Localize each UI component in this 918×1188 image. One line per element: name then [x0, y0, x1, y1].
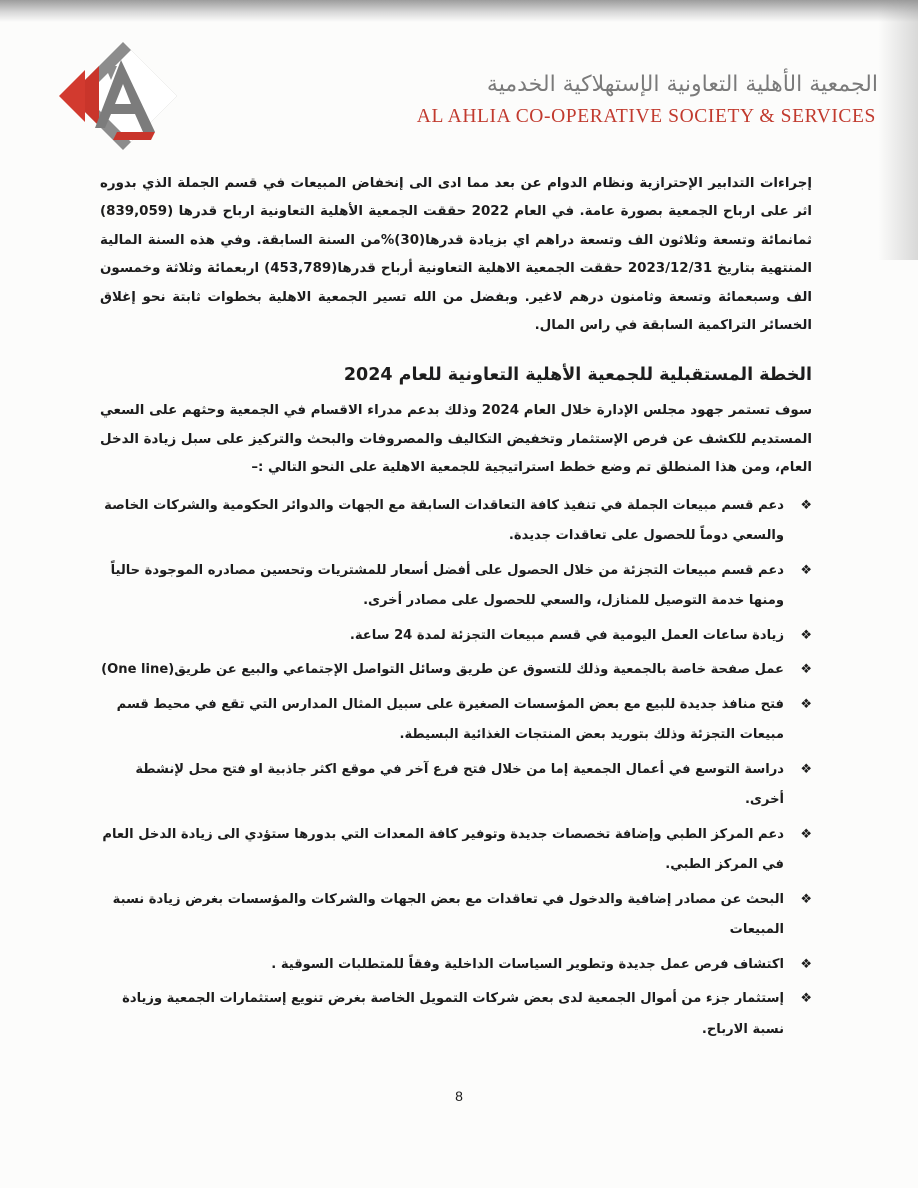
bullet-icon: ❖ [800, 696, 812, 712]
scan-shadow-top [0, 0, 918, 22]
plan-list [100, 491, 812, 1046]
plan-intro-paragraph: سوف تستمر جهود مجلس الإدارة خلال العام 2024 وذلك بدعم مدراء الاقسام في الجمعية وحثهم على السعي المستديم للكشف عن فرص الإستثمار وتخفيض التكاليف والمصروفات والبحث والتركيز على سبل زيادة الدخل العام، ومن هذا المنطلق تم وضع خطط استراتيجية للجمعية الاهلية على النحو التالي :– [100, 403, 812, 476]
intro-paragraph: إجراءات التدابير الإحترازية ونظام الدوام عن بعد مما ادى الى إنخفاض المبيعات في قسم الجملة الذي بدوره اثر على ارباح الجمعية بصورة عامة. في العام 2022 حققت الجمعية الأهلية التعاونية ارباح قدرها (839,059) ثمانمائة وتسعة وثلاثون الف وتسعة دراهم اي بزيادة قدرها(30)%من السنة السابقة. وفي هذه السنة المالية المنتهية بتاريخ 2023/12/31 حققت الجمعية الاهلية التعاونية أرباح قدرها(453,789) اربعمائة وثلاثة وخمسون الف وسبعمائة وتسعة وثامنون درهم لاغير. وبفضل من الله تسير الجمعية الاهلية بخطوات ثابتة نحو إغلاق الخسائر التراكمية السابقة في راس المال. [100, 176, 813, 334]
bullet-icon: ❖ [800, 627, 812, 643]
bullet-icon: ❖ [800, 662, 812, 678]
organization-name-english: AL AHLIA CO-OPERATIVE SOCIETY & SERVICES [416, 106, 876, 127]
letter-a-diamond-logo-icon [55, 40, 185, 155]
list-item [100, 885, 812, 946]
list-item-text: زيادة ساعات العمل اليومية في قسم مبيعات التجزئة لمدة 24 ساعة. [349, 627, 784, 643]
list-item-text: دعم قسم مبيعات التجزئة من خلال الحصول على أفضل أسعار للمشتريات وتحسين مصادره الموجودة حالياً ومنها خدمة التوصيل للمنازل، والسعي للحصول على مصادر أخرى. [110, 562, 784, 609]
scan-shadow-right [878, 0, 918, 260]
list-item [100, 690, 812, 751]
bullet-icon: ❖ [800, 991, 812, 1007]
list-item [100, 655, 812, 686]
list-item [100, 950, 812, 981]
list-item-text: دراسة التوسع في أعمال الجمعية إما من خلال فتح فرع آخر في موقع اكثر جاذبية او فتح محل لإنشطة أخرى. [135, 761, 784, 808]
list-item [100, 556, 812, 617]
list-item [100, 984, 812, 1045]
organization-name-arabic: الجمعية الأهلية التعاونية الإستهلاكية الخدمية [486, 72, 878, 97]
list-item-text: دعم قسم مبيعات الجملة في تنفيذ كافة التعاقدات السابقة مع الجهات والدوائر الحكومية والشركات الخاصة والسعي دوماً للحصول على تعاقدات جديدة. [104, 497, 784, 544]
list-item [100, 491, 812, 552]
list-item [100, 621, 812, 652]
bullet-icon: ❖ [800, 956, 812, 972]
section-title: الخطة المستقبلية للجمعية الأهلية التعاونية للعام 2024 [343, 365, 812, 386]
list-item-text: فتح منافذ جديدة للبيع مع بعض المؤسسات الصغيرة على سبيل المثال المدارس التي تقع في محيط قسم مبيعات التجزئة وذلك بتوريد بعض المنتجات الغذائية البسيطة. [116, 696, 784, 743]
list-item-text: عمل صفحة خاصة بالجمعية وذلك للتسوق عن طريق وسائل التواصل الإجتماعي والبيع عن طريق(One line) [101, 662, 784, 678]
bullet-icon: ❖ [800, 562, 812, 578]
bullet-icon: ❖ [800, 891, 812, 907]
list-item-text: البحث عن مصادر إضافية والدخول في تعاقدات مع بعض الجهات والشركات والمؤسسات بغرض زيادة نسبة المبيعات [112, 891, 784, 938]
list-item-text: اكتشاف فرص عمل جديدة وتطوير السياسات الداخلية وفقاً للمتطلبات السوقية . [271, 956, 784, 972]
list-item [100, 820, 812, 881]
page-content [100, 170, 812, 1049]
page-number: 8 [455, 1088, 463, 1104]
list-item-text: إستثمار جزء من أموال الجمعية لدى بعض شركات التمويل الخاصة بغرض تنويع إستثمارات الجمعية وزيادة نسبة الارباح. [122, 991, 784, 1037]
list-item-text: دعم المركز الطبي وإضافة تخصصات جديدة وتوفير كافة المعدات التي بدورها ستؤدي الى زيادة الدخل العام في المركز الطبي. [102, 826, 784, 873]
bullet-icon: ❖ [800, 497, 812, 513]
bullet-icon: ❖ [800, 761, 812, 777]
bullet-icon: ❖ [800, 826, 812, 842]
list-item [100, 755, 812, 816]
